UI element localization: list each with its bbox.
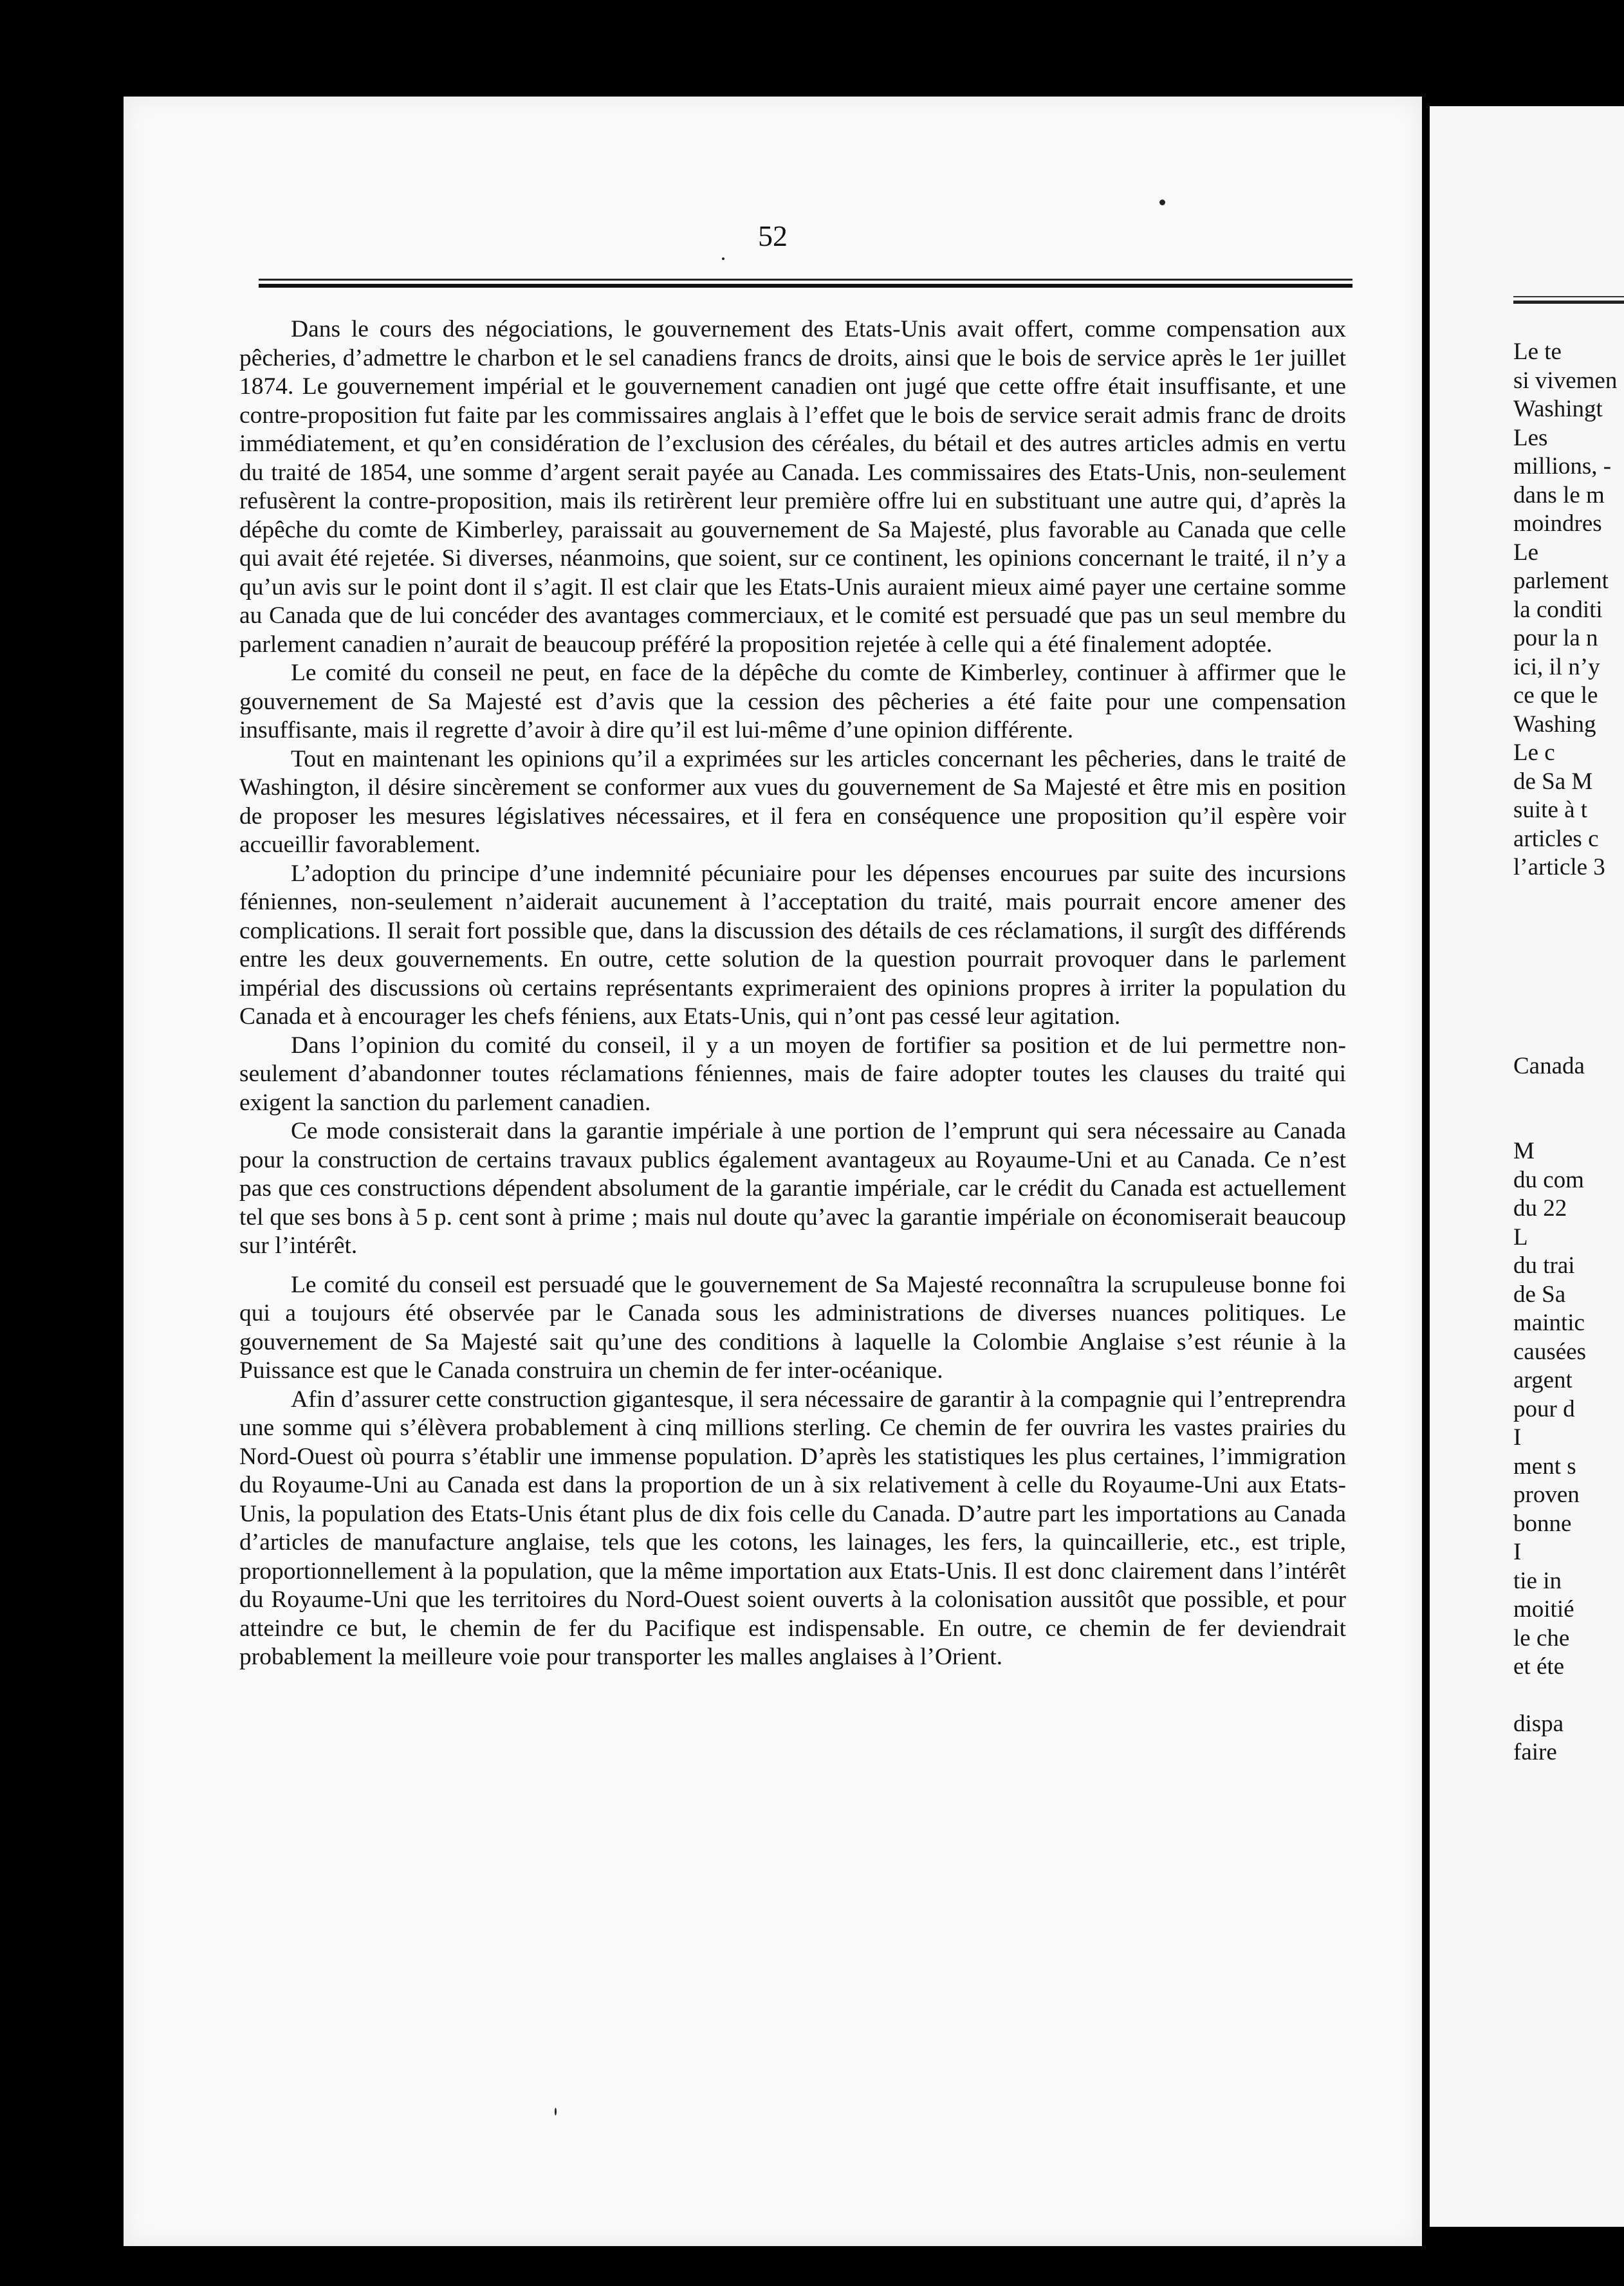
next-page-line: pour d (1513, 1395, 1575, 1422)
next-page-line: le che (1513, 1624, 1570, 1651)
paragraph: Le comité du conseil est persuadé que le gouvernement de Sa Majesté reconnaîtra la scrupuleuse bonne foi qui a toujours été observée par le Canada sous les administrations de diverses nuances politiques. Le gouvernement de Sa Majesté sait qu’une des conditions à laquelle la Colombie Anglaise s’est réunie à la Puissance est que le Canada construira un chemin de fer inter-océanique. (239, 1271, 1346, 1384)
next-page-line: argent (1513, 1367, 1573, 1393)
next-page-line: L (1513, 1223, 1528, 1250)
next-page-line: M (1513, 1138, 1535, 1164)
next-page-line: Canada (1513, 1052, 1585, 1079)
next-page-line: dans le m (1513, 481, 1605, 508)
next-page-gap (1513, 882, 1624, 911)
next-page-line: Washingt (1513, 396, 1603, 422)
next-page-line: du trai (1513, 1252, 1575, 1279)
next-page-line: l’article 3 (1513, 854, 1605, 880)
speck (722, 257, 724, 260)
next-page-line: de Sa M (1513, 768, 1593, 795)
next-page-line: parlement (1513, 568, 1609, 594)
next-page-line: suite à t (1513, 797, 1588, 823)
body-text (239, 315, 1346, 1672)
next-page-line: la conditi (1513, 596, 1603, 623)
next-page-line: bonne (1513, 1510, 1572, 1537)
next-page-line: du 22 (1513, 1195, 1567, 1222)
next-page-line: moitié (1513, 1596, 1574, 1622)
left-page (124, 97, 1422, 2246)
next-page-line: moindres (1513, 510, 1602, 537)
next-page-gap (1513, 1024, 1624, 1052)
next-page-text (1513, 338, 1624, 1767)
next-page-line: si vivemen (1513, 367, 1618, 394)
next-page-line: ici, il n’y (1513, 653, 1600, 680)
speck (1159, 200, 1165, 205)
next-page-line: proven (1513, 1482, 1580, 1508)
next-page-line: et éte (1513, 1653, 1565, 1680)
next-page-rule (1513, 296, 1624, 304)
next-page-line: ment s (1513, 1453, 1576, 1480)
next-page-gap (1513, 1109, 1624, 1137)
next-page-line: Le (1513, 539, 1539, 566)
next-page-line: du com (1513, 1166, 1584, 1193)
next-page-gap (1513, 1081, 1624, 1109)
page-number: 52 (758, 219, 788, 252)
next-page-gap (1513, 1682, 1624, 1710)
paragraph: Dans l’opinion du comité du conseil, il y a un moyen de fortifier sa position et de lui permettre non-seulement d’abandonner toutes réclamations féniennes, mais de faire adopter toutes les clauses du traité qui exigent la sanction du parlement canadien. (239, 1032, 1346, 1116)
paragraph: Tout en maintenant les opinions qu’il a exprimées sur les articles concernant les pêcheries, dans le traité de Washington, il désire sincèrement se conformer aux vues du gouvernement de Sa Majesté et être mis en position de proposer les mesures législatives nécessaires, et il fera en conséquence une proposition qu’il espère voir accueillir favorablement. (239, 745, 1346, 858)
speck (555, 2108, 557, 2115)
next-page-line: Washing (1513, 711, 1596, 738)
next-page-line: causées (1513, 1338, 1586, 1365)
paragraph: Le comité du conseil ne peut, en face de la dépêche du comte de Kimberley, continuer à affirmer que le gouvernement de Sa Majesté est d’avis que la cession des pêcheries a été faite pour une compensation insuffisante, mais il regrette d’avoir à dire qu’il est lui-même d’une opinion différente. (239, 660, 1346, 743)
paragraph: Dans le cours des négociations, le gouvernement des Etats-Unis avait offert, comme compensation aux pêcheries, d’admettre le charbon et le sel canadiens francs de droits, ainsi que le bois de service après le 1er juillet 1874. Le gouvernement impérial et le gouvernement canadien ont jugé que cette offre était insuffisante, et une contre-proposition fut faite par les commissaires anglais à l’effet que le bois de service serait admis franc de droits immédiatement, et qu’en considération de l’exclusion des céréales, du bétail et des autres articles admis en vertu du traité de 1854, une somme d’argent serait payée au Canada. Les commissaires des Etats-Unis, non-seulement refusèrent la contre-proposition, mais ils retirèrent leur première offre lui en substituant une autre qui, d’après la dépêche du comte de Kimberley, paraissait au gouvernement de Sa Majesté, plus favorable au Canada que celle qui avait été rejetée. Si diverses, néanmoins, que soient, sur ce continent, les opinions concernant le traité, il n’y a qu’un avis sur le point dont il s’agit. Il est clair que les Etats-Unis auraient mieux aimé payer une certaine somme au Canada que de lui concéder des avantages commerciaux, et le comité est persuadé que pas un seul membre du parlement canadien n’aurait de beaucoup préféré la proposition rejetée à celle qui a été finalement adoptée. (239, 316, 1346, 658)
next-page-gap (1513, 911, 1624, 939)
next-page-line: I (1513, 1424, 1522, 1451)
header-rule (259, 279, 1352, 288)
next-page-line: ce que le (1513, 682, 1598, 709)
next-page-gap (1513, 967, 1624, 996)
paragraph: Ce mode consisterait dans la garantie impériale à une portion de l’emprunt qui sera nécessaire au Canada pour la construction de certains travaux publics également avantageux au Royaume-Uni et au Canada. Ce n’est pas que ces constructions dépendent absolument de la garantie impériale, car le crédit du Canada est actuellement tel que ses bons à 5 p. cent sont à prime ; mais nul doute qu’avec la garantie impériale on économiserait beaucoup sur l’intérêt. (239, 1118, 1346, 1259)
next-page-line: millions, - (1513, 453, 1612, 479)
next-page-line: tie in (1513, 1567, 1562, 1594)
next-page-line: pour la n (1513, 625, 1598, 651)
next-page-line: maintic (1513, 1310, 1585, 1336)
next-page-line: Le c (1513, 739, 1555, 766)
paragraph: Afin d’assurer cette construction gigantesque, il sera nécessaire de garantir à la compagnie qui l’entreprendra une somme qui s’élèvera probablement à cinq millions sterling. Ce chemin de fer ouvrira les vastes prairies du Nord-Ouest où pourra s’établir une immense population. D’après les statistiques les plus certaines, l’immigration du Royaume-Uni au Canada est dans la proportion de un à six relativement à celle du Royaume-Uni aux Etats-Unis, la population des Etats-Unis étant plus de dix fois celle du Canada. D’autre part les importations au Canada d’articles de manufacture anglaise, tels que les cotons, les lainages, les fers, la quincaillerie, etc., est triple, proportionnellement à la population, que la même importation aux Etats-Unis. Il est donc clairement dans l’intérêt du Royaume-Uni que les territoires du Nord-Ouest soient ouverts à la colonisation aussitôt que possible, et pour atteindre ce but, le chemin de fer du Pacifique est indispensable. En outre, ce chemin de fer deviendrait probablement la meilleure voie pour transporter les malles anglaises à l’Orient. (239, 1386, 1346, 1670)
next-page-line: articles c (1513, 825, 1599, 852)
next-page-line: de Sa (1513, 1281, 1566, 1308)
next-page-line: Les (1513, 424, 1548, 451)
next-page-gap (1513, 939, 1624, 967)
next-page-line: dispa (1513, 1710, 1564, 1737)
next-page-line: faire (1513, 1739, 1557, 1765)
next-page-gap (1513, 996, 1624, 1024)
next-page-line: I (1513, 1539, 1522, 1565)
paragraph: L’adoption du principe d’une indemnité pécuniaire pour les dépenses encourues par suite des incursions féniennes, non-seulement n’aiderait aucunement à l’acceptation du traité, mais pourrait encore amener des complications. Il serait fort possible que, dans la discussion des détails de ces réclamations, il surgît des différends entre les deux gouvernements. En outre, cette solution de la question pourrait provoquer dans le parlement impérial des discussions où certains représentants exprimeraient des opinions propres à irriter la population du Canada et à encourager les chefs féniens, aux Etats-Unis, qui n’ont pas cessé leur agitation. (239, 860, 1346, 1030)
next-page-edge (1430, 106, 1624, 2227)
next-page-line: Le te (1513, 339, 1562, 365)
